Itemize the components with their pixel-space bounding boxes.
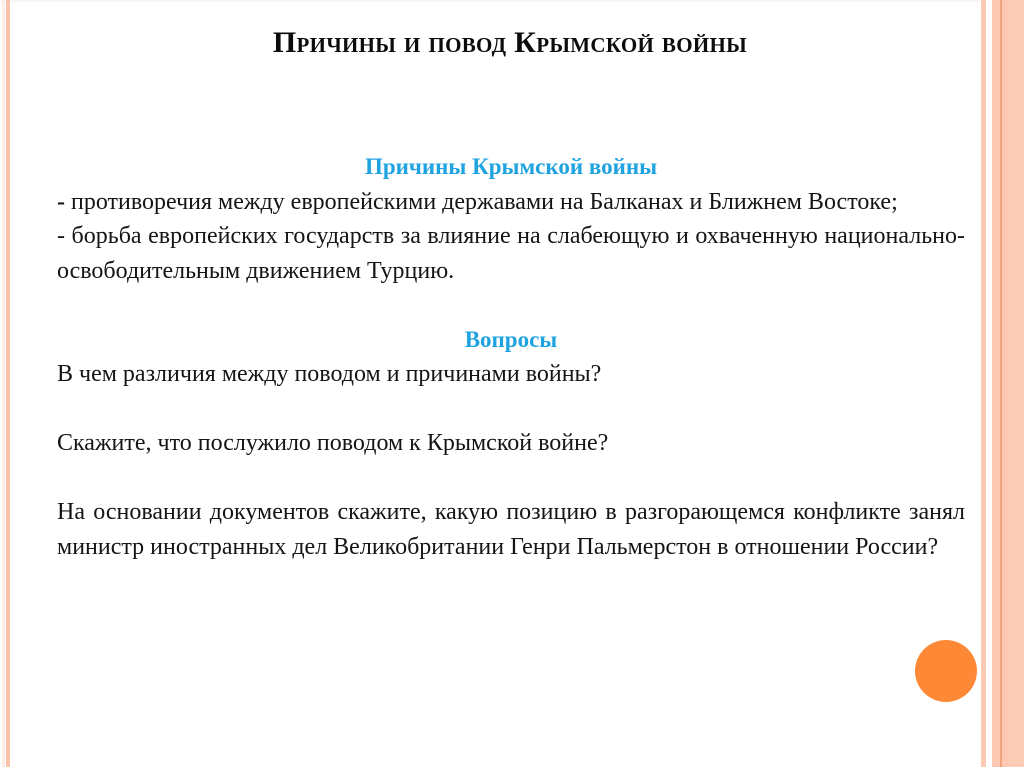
slide-content [57, 150, 965, 564]
spacer [57, 392, 965, 427]
question-1: В чем различия между поводом и причинами войны? [57, 361, 602, 387]
right-decor-stripe-thin [981, 0, 986, 767]
left-decor-stripe [6, 0, 10, 767]
spacer [57, 461, 965, 496]
spacer [57, 288, 965, 323]
right-decor-band-inner [1008, 0, 1024, 767]
question-2: Скажите, что послужило поводом к Крымской войне? [57, 430, 609, 456]
bullet-dash: - [57, 188, 65, 215]
slide-title: Причины и повод Крымской войны [272, 26, 748, 59]
cause-item-text: противоречия между европейскими державами на Балканах и Ближнем Востоке; [65, 188, 898, 215]
bullet-dash: - [57, 223, 65, 249]
left-decor-stripe-outer [2, 0, 5, 767]
top-rule [0, 0, 980, 2]
question-3: На основании документов скажите, какую позицию в разгорающемся конфликте занял министр иностранных дел Великобритании Генри Пальмерстон в отношении России? [57, 499, 965, 560]
orange-circle-decor [915, 640, 977, 702]
cause-item-1 [57, 185, 965, 220]
cause-item-2 [57, 219, 965, 288]
causes-heading: Причины Крымской войны [364, 154, 658, 179]
questions-heading: Вопросы [464, 326, 558, 352]
cause-item-text: борьба европейских государств за влияние на слабеющую и охваченную национально-освободительным движением Турцию. [57, 223, 965, 284]
right-decor-line [1000, 0, 1002, 767]
